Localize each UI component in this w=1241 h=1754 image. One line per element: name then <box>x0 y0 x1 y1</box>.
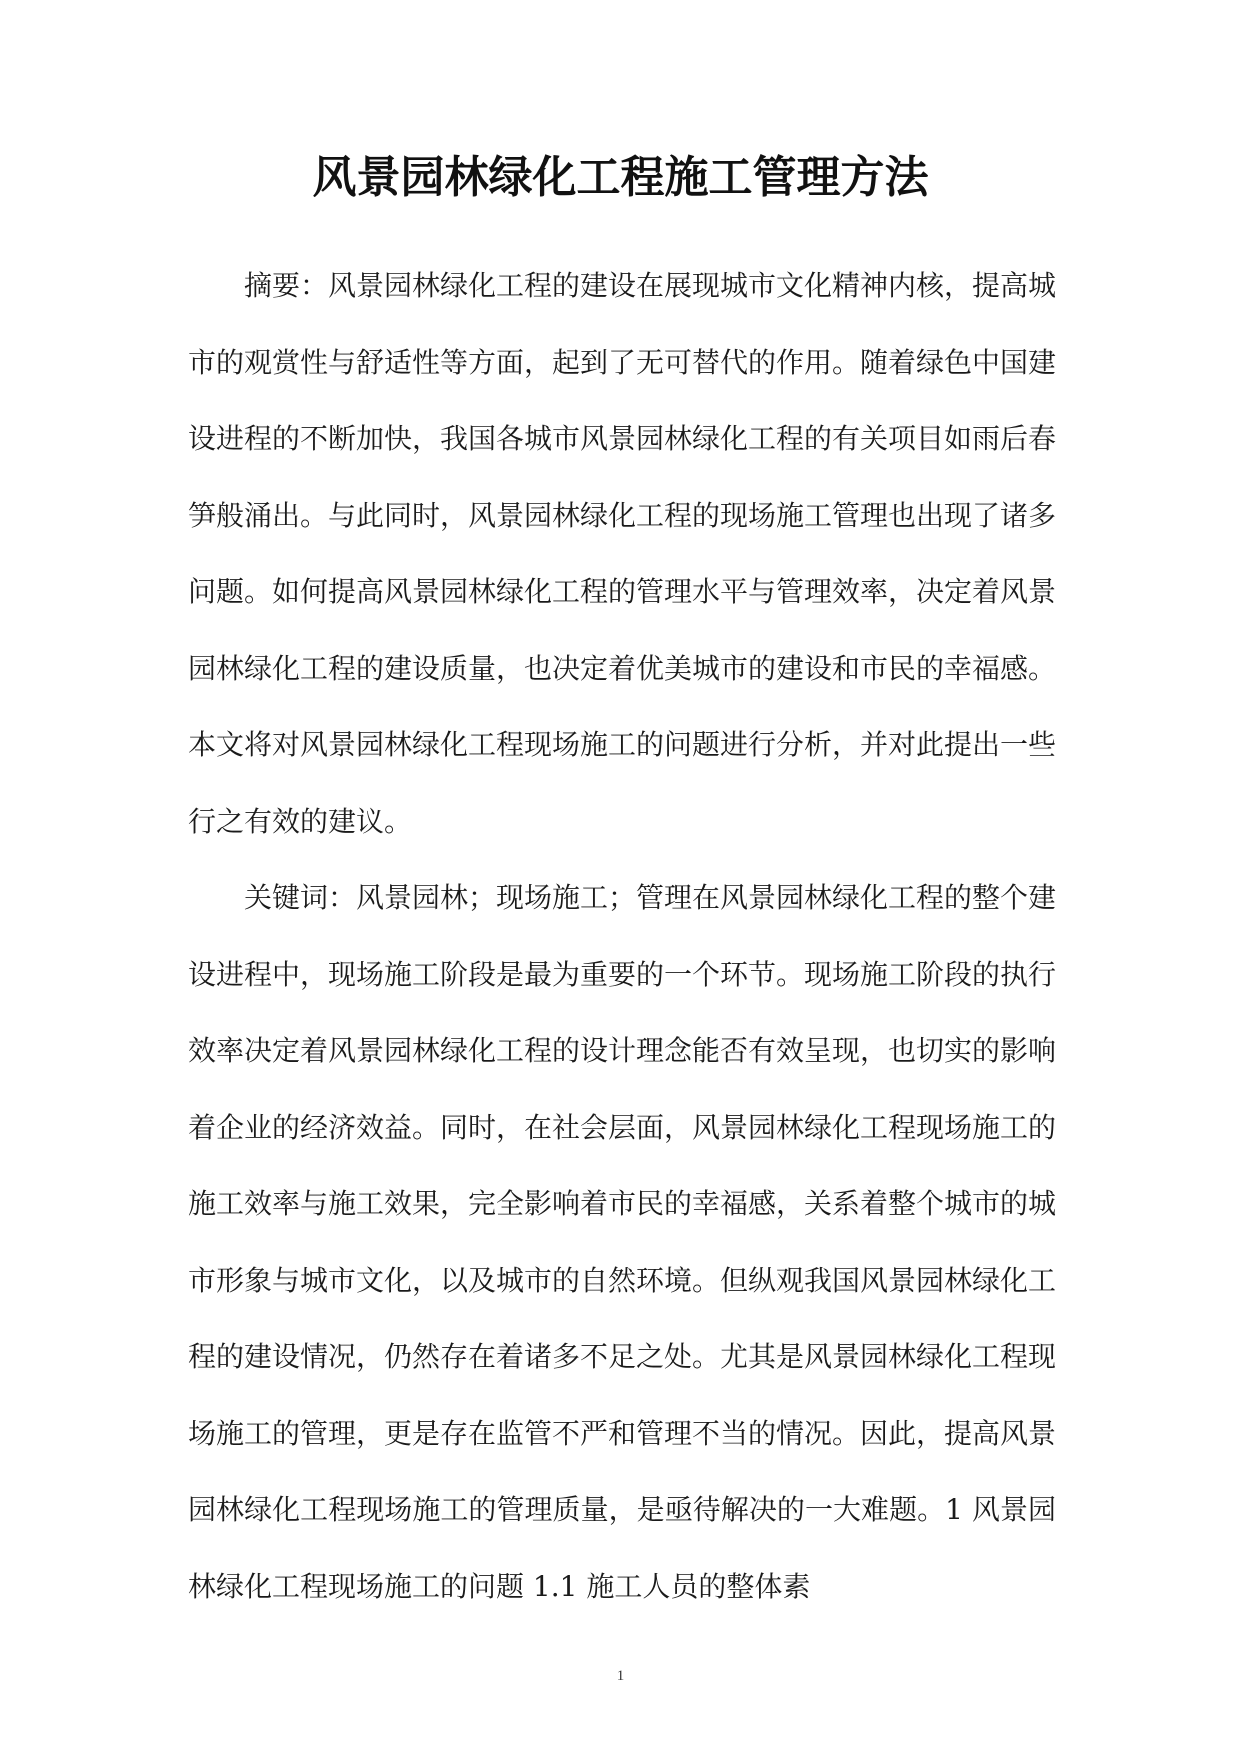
keywords-paragraph: 关键词：风景园林；现场施工；管理在风景园林绿化工程的整个建设进程中，现场施工阶段是最为重要的一个环节。现场施工阶段的执行效率决定着风景园林绿化工程的设计理念能否有效呈现，也切实的影响着企业的经济效益。同时，在社会层面，风景园林绿化工程现场施工的施工效率与施工效果，完全影响着市民的幸福感，关系着整个城市的城市形象与城市文化，以及城市的自然环境。但纵观我国风景园林绿化工程的建设情况，仍然存在着诸多不足之处。尤其是风景园林绿化工程现场施工的管理，更是存在监管不严和管理不当的情况。因此，提高风景园林绿化工程现场施工的管理质量，是亟待解决的一大难题。1 风景园林绿化工程现场施工的问题 1.1 施工人员的整体素 <box>188 881 1057 1603</box>
abstract-paragraph: 摘要：风景园林绿化工程的建设在展现城市文化精神内核，提高城市的观赏性与舒适性等方面，起到了无可替代的作用。随着绿色中国建设进程的不断加快，我国各城市风景园林绿化工程的有关项目如雨后春笋般涌出。与此同时，风景园林绿化工程的现场施工管理也出现了诸多问题。如何提高风景园林绿化工程的管理水平与管理效率，决定着风景园林绿化工程的建设质量，也决定着优美城市的建设和市民的幸福感。本文将对风景园林绿化工程现场施工的问题进行分析，并对此提出一些行之有效的建议。 <box>188 269 1057 838</box>
document-body <box>188 248 1056 1625</box>
document-title: 风景园林绿化工程施工管理方法 <box>312 152 929 203</box>
page-number: 1 <box>616 1668 625 1684</box>
